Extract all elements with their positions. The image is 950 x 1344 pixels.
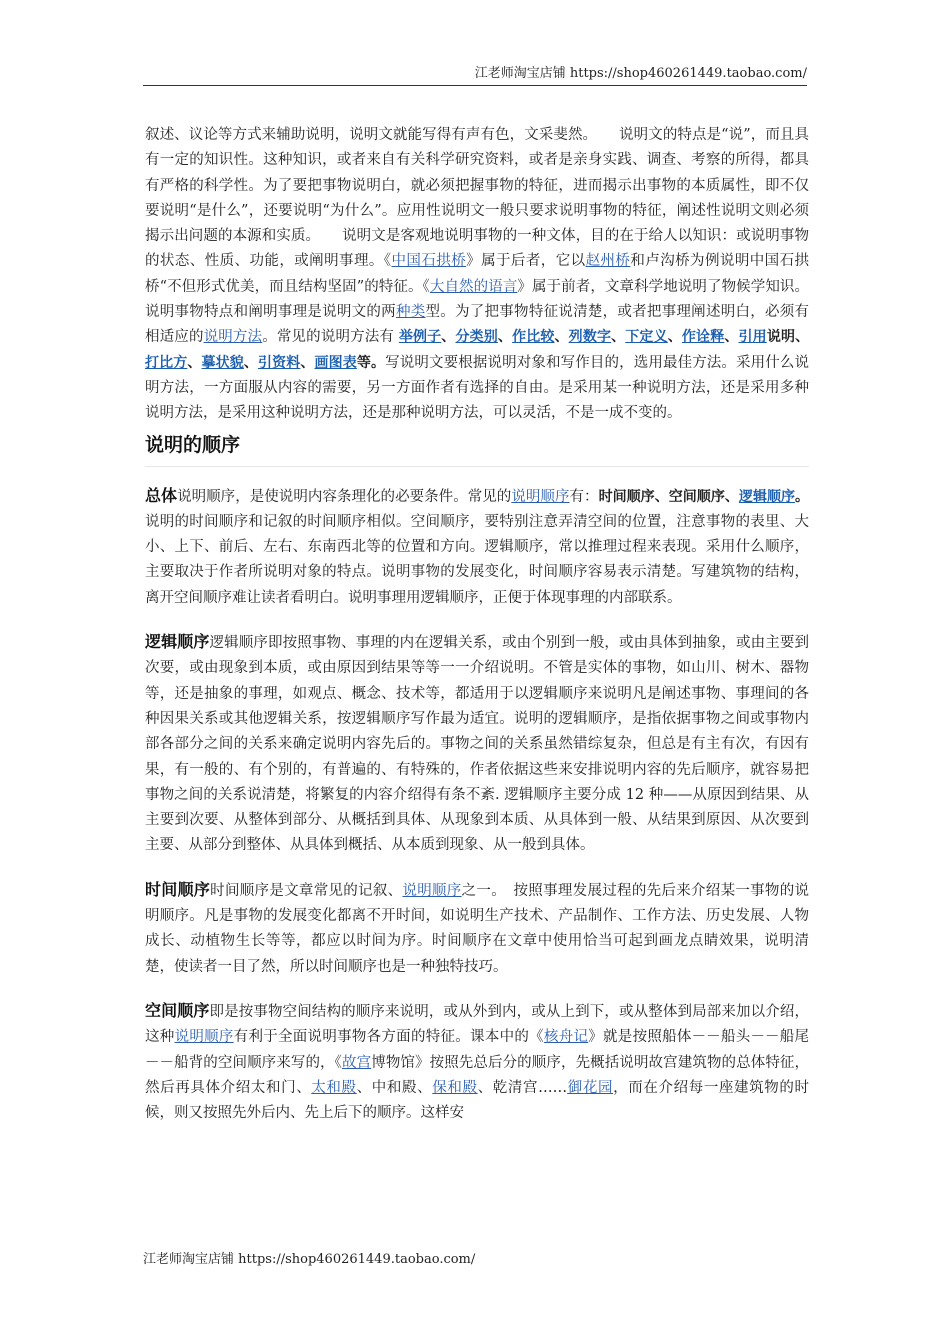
link-baohedian[interactable]: 保和殿 bbox=[432, 1079, 478, 1096]
page-footer: 江老师淘宝店铺 https://shop460261449.taobao.com/ bbox=[143, 1252, 476, 1267]
text: 说明、 bbox=[766, 329, 810, 346]
text: 、 bbox=[667, 329, 682, 346]
text: 》属于后者，它以 bbox=[466, 253, 586, 270]
text: 、中和殿、 bbox=[356, 1079, 433, 1096]
text: 博物馆》按照先总后分的顺序，先概括说明故宫建筑物的总体特征，然后再具体介绍太和门、 bbox=[145, 1054, 810, 1096]
text: 、 bbox=[724, 329, 739, 346]
text: 叙述、议论等方式来辅助说明，说明文就能写得有声有色，文采斐然。 说明文的特点是“说”，而且具有一定的知识性。这种知识，或者来自有关科学研究资料，或者是亲身实践、调查、考察的所得，都具有严格的科学性。为了要把事物说明白，就必须把握事物的特征，进而揭示出事物的本质属性，即不仅要说明“是什么”，还要说明“为什么”。应用性说明文一般只要求说明事物的特征，阐述性说明文则必须揭示出问题的本源和实质。 说明文是客观地说明事物的一种文体，目的在于给人以知识：或说明事物的状态、性质、功能，或阐明事理。《 bbox=[145, 127, 809, 270]
link-zhaozhouqiao[interactable]: 赵州桥 bbox=[585, 253, 631, 270]
text: 有： bbox=[569, 488, 599, 505]
text: 、 bbox=[300, 354, 315, 371]
link-zhonglei[interactable]: 种类 bbox=[395, 304, 426, 321]
link-shuoming-shunxu-3[interactable]: 说明顺序 bbox=[174, 1029, 234, 1046]
link-dabifang[interactable]: 打比方 bbox=[145, 354, 188, 371]
text: 、乾清宫…… bbox=[477, 1079, 568, 1096]
overall-lead: 总体 bbox=[145, 485, 178, 505]
text: 和卢沟桥为例说明中国石拱桥“不但形式优美，而且结构坚固”的特征。《 bbox=[145, 253, 810, 295]
text: 型。为了把事物特征说清楚，或者把事理阐述明白，必须有相适应的 bbox=[145, 304, 810, 346]
link-shuoming-shunxu-2[interactable]: 说明顺序 bbox=[402, 882, 462, 899]
text: ，而在介绍每一座建筑物的时候，则又按照先外后内、先上后下的顺序。这样安 bbox=[145, 1079, 810, 1122]
text: 》属于前者，文章科学地说明了物候学知识。说明事物特点和阐明事理是说明文的两 bbox=[145, 278, 810, 321]
text: 时间顺序、空间顺序、 bbox=[598, 488, 739, 505]
document-body bbox=[145, 123, 809, 1126]
logic-paragraph bbox=[145, 629, 809, 859]
link-taihedian[interactable]: 太和殿 bbox=[311, 1079, 357, 1096]
space-paragraph bbox=[145, 998, 809, 1126]
overall-paragraph bbox=[145, 483, 809, 611]
text: 即是按事物空间结构的顺序来说明，或从外到内，或从上到下，或从整体到局部来加以介绍，这种 bbox=[145, 1003, 809, 1046]
link-yuhuayuan[interactable]: 御花园 bbox=[567, 1079, 614, 1096]
text: 等。 bbox=[356, 354, 386, 371]
link-lieshuzi[interactable]: 列数字 bbox=[568, 329, 612, 346]
text: 、 bbox=[497, 329, 513, 346]
text: 、 bbox=[187, 354, 202, 371]
link-zuoquanshi[interactable]: 作诠释 bbox=[681, 329, 725, 346]
text: 逻辑顺序即按照事物、事理的内在逻辑关系，或由个别到一般，或由具体到抽象，或由主要到次要，或由现象到本质，或由原因到结果等等一一介绍说明。不管是实体的事物，如山川、树木、器物等，还是抽象的事理，如观点、概念、技术等，都适用于以逻辑顺序来说明凡是阐述事物、事理间的各种因果关系或其他逻辑关系，按逻辑顺序写作最为适宜。说明的逻辑顺序，是指依据事物之间或事物内部各部分之间的关系来确定说明内容先后的。事物之间的关系虽然错综复杂，但总是有主有次，有因有果，有一般的、有个别的，有普遍的、有特殊的，作者依据这些来安排说明内容的先后顺序，就容易把事物之间的关系说清楚，将繁复的内容介绍得有条不紊. 逻辑顺序主要分成 12 种——从原因到结果、从主要到次要、从整体到部分、从概括到具体、从现象到本质、从具体到一般、从结果到原因、从次要到主要、从部分到整体、从具体到概括、从本质到现象、从一般到具体。 bbox=[145, 635, 809, 854]
link-hezhouji[interactable]: 核舟记 bbox=[543, 1029, 589, 1046]
link-gugong[interactable]: 故宫 bbox=[342, 1054, 372, 1071]
link-juli[interactable]: 举例子 bbox=[398, 329, 442, 346]
space-lead: 空间顺序 bbox=[145, 1000, 210, 1020]
text: 、 bbox=[441, 329, 456, 346]
text: 、 bbox=[611, 329, 626, 346]
link-xiadingyi[interactable]: 下定义 bbox=[625, 329, 668, 346]
text: 有利于全面说明事物各方面的特征。课本中的《 bbox=[233, 1029, 544, 1046]
link-luoji-shunxu[interactable]: 逻辑顺序 bbox=[738, 488, 796, 505]
link-zhongguo-shigongqiao[interactable]: 中国石拱桥 bbox=[391, 253, 467, 270]
text: 。 bbox=[795, 488, 810, 505]
time-lead: 时间顺序 bbox=[145, 879, 211, 899]
header-rule bbox=[143, 85, 807, 86]
link-daziran-de-yuyan[interactable]: 大自然的语言 bbox=[429, 278, 518, 295]
link-shuoming-fangfa[interactable]: 说明方法 bbox=[203, 329, 263, 346]
link-yinyong[interactable]: 引用 bbox=[738, 329, 767, 346]
link-mozhuangmao[interactable]: 摹状貌 bbox=[201, 354, 244, 371]
text: 时间顺序是文章常见的记叙、 bbox=[210, 882, 403, 899]
text: 、 bbox=[243, 354, 258, 371]
text: 》就是按照船体－－船头－－船尾－－船背的空间顺序来写的，《 bbox=[145, 1029, 810, 1071]
text: 之一。 按照事理发展过程的先后来介绍某一事物的说明顺序。凡是事物的发展变化都离不开时间，如说明生产技术、产品制作、工作方法、历史发展、人物成长、动植物生长等等，都应以时间为序。时间顺序在文章中使用恰当可起到画龙点睛效果，说明清楚，使读者一目了然，所以时间顺序也是一种独特技巧。 bbox=[145, 882, 810, 975]
text: 写说明文要根据说明对象和写作目的，选用最佳方法。采用什么说明方法，一方面服从内容的需要，另一方面作者有选择的自由。是采用某一种说明方法，还是采用多种说明方法，是采用这种说明方法，还是那种说明方法，可以灵活，不是一成不变的。 bbox=[145, 354, 810, 422]
text: 。常见的说明方法有 bbox=[262, 329, 395, 346]
page-header: 江老师淘宝店铺 https://shop460261449.taobao.com/ bbox=[474, 66, 807, 81]
link-hualubiao[interactable]: 画图表 bbox=[314, 354, 357, 371]
link-yinziliao[interactable]: 引资料 bbox=[258, 354, 301, 371]
text: 说明顺序，是使说明内容条理化的必要条件。常见的 bbox=[177, 488, 512, 505]
link-zuobijiao[interactable]: 作比较 bbox=[512, 329, 555, 346]
time-paragraph bbox=[145, 877, 809, 980]
section-heading: 说明的顺序 bbox=[145, 432, 809, 467]
text: 说明的时间顺序和记叙的时间顺序相似。空间顺序，要特别注意弄清空间的位置，注意事物的表里、大小、上下、前后、左右、东南西北等的位置和方向。逻辑顺序，常以推理过程来表现。采用什么顺序，主要取决于作者所说明对象的特点。说明事物的发展变化，时间顺序容易表示清楚。写建筑物的结构，离开空间顺序难让读者看明白。说明事理用逻辑顺序，正便于体现事理的内部联系。 bbox=[145, 513, 809, 606]
logic-lead: 逻辑顺序 bbox=[145, 632, 210, 652]
text: 、 bbox=[554, 329, 569, 346]
intro-paragraph bbox=[145, 123, 809, 427]
link-fenleibie[interactable]: 分类别 bbox=[455, 329, 498, 346]
link-shuoming-shunxu[interactable]: 说明顺序 bbox=[511, 488, 570, 505]
